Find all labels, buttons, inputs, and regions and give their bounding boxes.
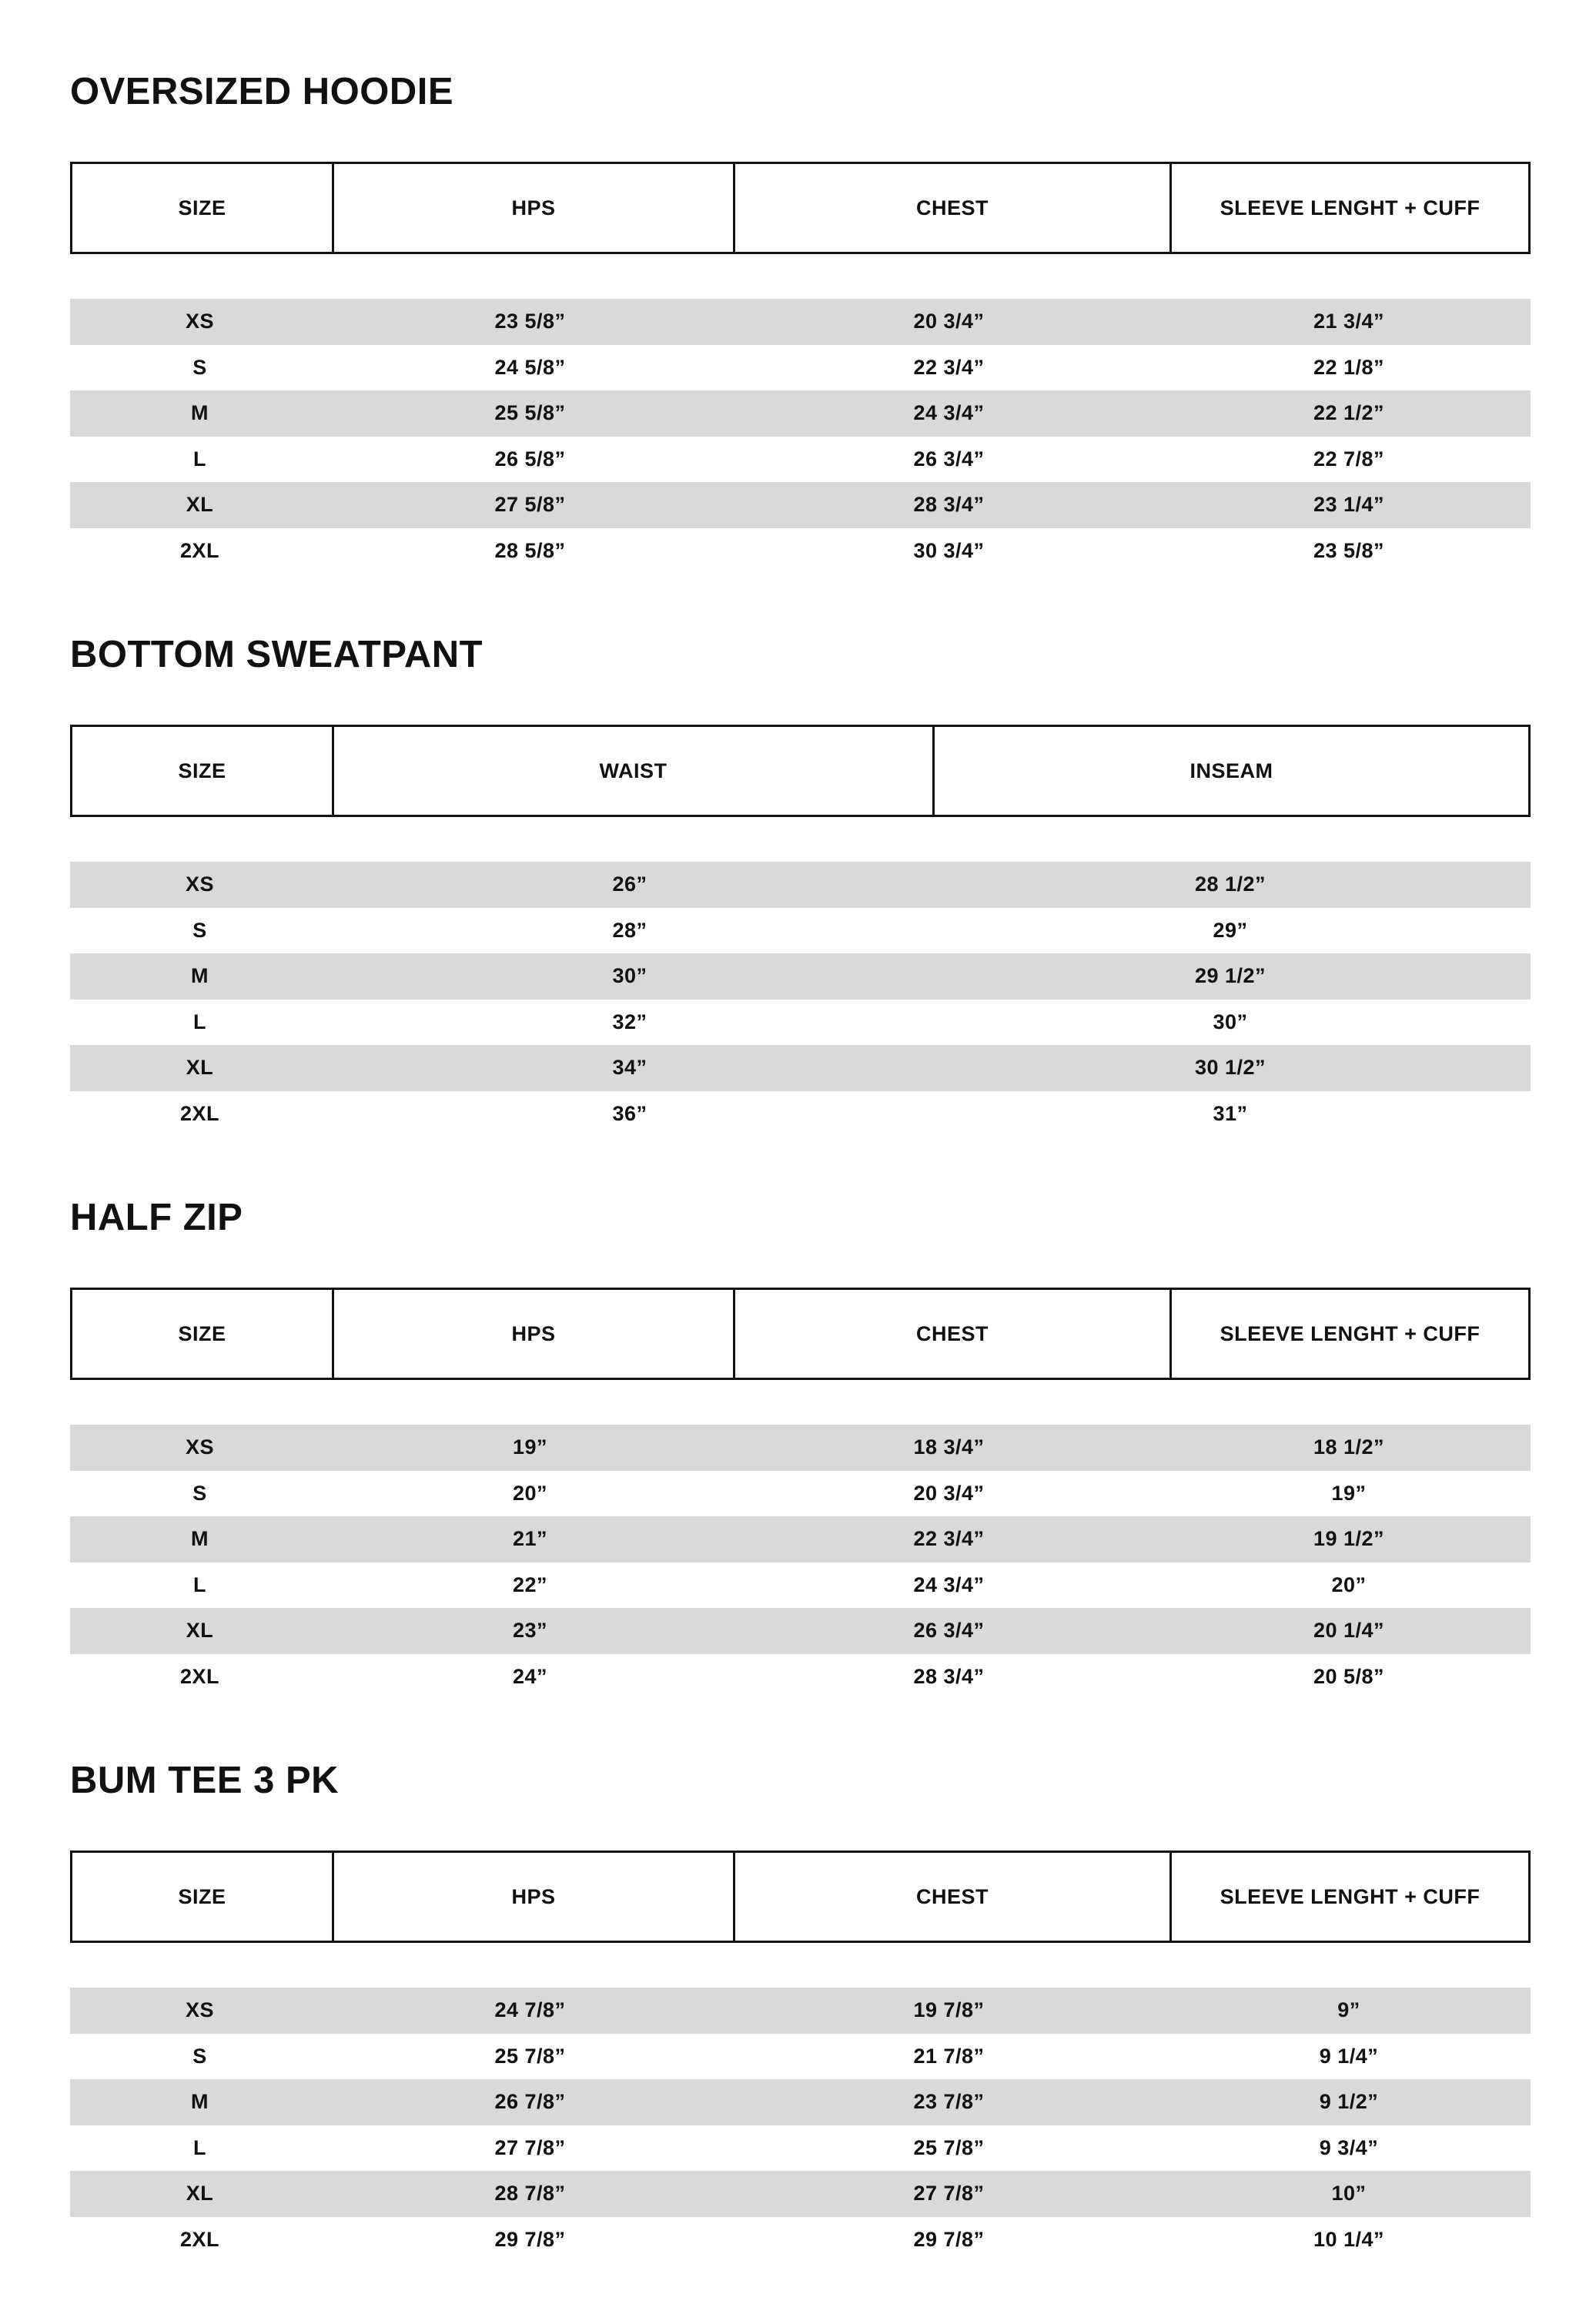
table-cell: 10 1/4” [1313,2227,1385,2251]
header-cell: HPS [332,1290,733,1378]
table-cell: XS [185,310,215,333]
table-header [70,1288,1531,1380]
table-cell: 28 3/4” [913,493,985,517]
table-cell: 27 7/8” [494,2135,566,2159]
table-cell: 10” [1331,2182,1367,2205]
table-cell: 26” [612,872,647,896]
table-header [70,1850,1531,1943]
table-cell: 9 3/4” [1319,2135,1379,2159]
table-cell: 21 7/8” [913,2044,985,2068]
table-cell: M [191,2090,209,2114]
table-cell: 29 7/8” [494,2227,566,2251]
table-cell: 32” [612,1010,647,1033]
table-cell: 21” [512,1527,548,1551]
table-cell: 29 1/2” [1194,964,1266,988]
section-title: HALF ZIP [70,1197,243,1238]
table-cell: 9 1/2” [1319,2090,1379,2114]
table-row [70,2034,1531,2080]
table-cell: 19” [1331,1481,1367,1505]
table-row [70,2171,1531,2217]
table-cell: 29 7/8” [913,2227,985,2251]
table-row [70,1608,1531,1654]
table-cell: 19” [512,1435,548,1459]
table-cell: 20” [1331,1572,1367,1596]
table-cell: XL [186,1619,214,1643]
table-cell: 18 1/2” [1313,1435,1385,1459]
table-cell: 23” [512,1619,548,1643]
table-cell: 24 7/8” [494,1998,566,2022]
table-cell: S [192,355,207,379]
table-cell: 20 5/8” [1313,1664,1385,1688]
table-cell: XS [185,1435,215,1459]
header-cell: SLEEVE LENGHT + CUFF [1169,164,1528,252]
table-cell: 26 3/4” [913,447,985,471]
table-body [70,1425,1531,1700]
table-cell: 25 7/8” [913,2135,985,2159]
table-row [70,1000,1531,1046]
header-cell: CHEST [733,1290,1169,1378]
table-cell: L [193,447,206,471]
table-row [70,1654,1531,1700]
table-cell: 22 1/8” [1313,355,1385,379]
header-cell: WAIST [332,727,932,815]
table-cell: 36” [612,1101,647,1125]
table-cell: 28 1/2” [1194,872,1266,896]
table-cell: 23 5/8” [1313,538,1385,562]
table-row [70,908,1531,954]
table-cell: 20 3/4” [913,310,985,333]
table-cell: L [193,1572,206,1596]
table-cell: L [193,2135,206,2159]
table-cell: 31” [1213,1101,1248,1125]
table-cell: 26 7/8” [494,2090,566,2114]
table-body [70,862,1531,1137]
table-cell: S [192,1481,207,1505]
table-cell: S [192,918,207,942]
table-cell: S [192,2044,207,2068]
table-row [70,1045,1531,1091]
table-cell: 22 1/2” [1313,401,1385,425]
table-cell: 29” [1213,918,1248,942]
table-cell: 23 7/8” [913,2090,985,2114]
table-cell: 22 3/4” [913,355,985,379]
header-cell: SIZE [178,196,226,219]
table-cell: 28 7/8” [494,2182,566,2205]
table-row [70,528,1531,574]
table-cell: 21 3/4” [1313,310,1385,333]
table-row [70,1562,1531,1609]
section-title: BOTTOM SWEATPANT [70,634,483,675]
section-title: BUM TEE 3 PK [70,1760,340,1801]
header-cell: SLEEVE LENGHT + CUFF [1169,1290,1528,1378]
table-cell: 2XL [179,538,220,562]
table-cell: 19 1/2” [1313,1527,1385,1551]
header-cell: HPS [332,164,733,252]
table-cell: 28” [612,918,647,942]
table-cell: 9 1/4” [1319,2044,1379,2068]
table-cell: 28 3/4” [913,1664,985,1688]
table-row [70,1471,1531,1517]
table-cell: 27 5/8” [494,493,566,517]
table-cell: XL [186,2182,214,2205]
table-cell: 30 1/2” [1194,1056,1266,1080]
table-cell: 22” [512,1572,548,1596]
table-row [70,1425,1531,1471]
table-cell: XS [185,1998,215,2022]
table-cell: 23 5/8” [494,310,566,333]
table-cell: 24” [512,1664,548,1688]
section-title: OVERSIZED HOODIE [70,71,454,112]
table-cell: 25 5/8” [494,401,566,425]
table-cell: 24 3/4” [913,401,985,425]
table-body [70,299,1531,574]
table-row [70,1988,1531,2034]
table-cell: 30” [1213,1010,1248,1033]
table-cell: 22 3/4” [913,1527,985,1551]
table-row [70,390,1531,437]
header-cell: SIZE [178,1884,226,1908]
header-cell: CHEST [733,1853,1169,1941]
table-cell: 26 3/4” [913,1619,985,1643]
header-cell: INSEAM [932,727,1528,815]
table-row [70,953,1531,1000]
table-row [70,1091,1531,1137]
table-cell: 20 1/4” [1313,1619,1385,1643]
table-header [70,162,1531,254]
table-row [70,2079,1531,2125]
table-cell: 30” [612,964,647,988]
header-cell: HPS [332,1853,733,1941]
header-cell: CHEST [733,164,1169,252]
table-cell: XS [185,872,215,896]
table-cell: 24 3/4” [913,1572,985,1596]
table-row [70,1516,1531,1562]
table-cell: M [191,401,209,425]
table-cell: 26 5/8” [494,447,566,471]
table-cell: 18 3/4” [913,1435,985,1459]
table-cell: XL [186,1056,214,1080]
table-cell: 24 5/8” [494,355,566,379]
header-cell: SLEEVE LENGHT + CUFF [1169,1853,1528,1941]
table-cell: 27 7/8” [913,2182,985,2205]
table-row [70,482,1531,528]
table-cell: L [193,1010,206,1033]
table-row [70,345,1531,391]
table-cell: 23 1/4” [1313,493,1385,517]
table-cell: 30 3/4” [913,538,985,562]
table-row [70,299,1531,345]
table-row [70,2217,1531,2263]
table-cell: M [191,1527,209,1551]
table-cell: 2XL [179,2227,220,2251]
table-body [70,1988,1531,2262]
header-cell: SIZE [178,759,226,782]
table-cell: 20” [512,1481,548,1505]
table-row [70,862,1531,908]
table-cell: 34” [612,1056,647,1080]
table-cell: 2XL [179,1664,220,1688]
table-cell: 25 7/8” [494,2044,566,2068]
table-cell: 20 3/4” [913,1481,985,1505]
table-cell: 9” [1337,1998,1360,2022]
table-cell: 28 5/8” [494,538,566,562]
table-cell: 22 7/8” [1313,447,1385,471]
header-cell: SIZE [178,1321,226,1345]
table-cell: 2XL [179,1101,220,1125]
table-cell: 19 7/8” [913,1998,985,2022]
table-row [70,437,1531,483]
table-cell: M [191,964,209,988]
table-header [70,725,1531,817]
table-cell: XL [186,493,214,517]
table-row [70,2125,1531,2172]
